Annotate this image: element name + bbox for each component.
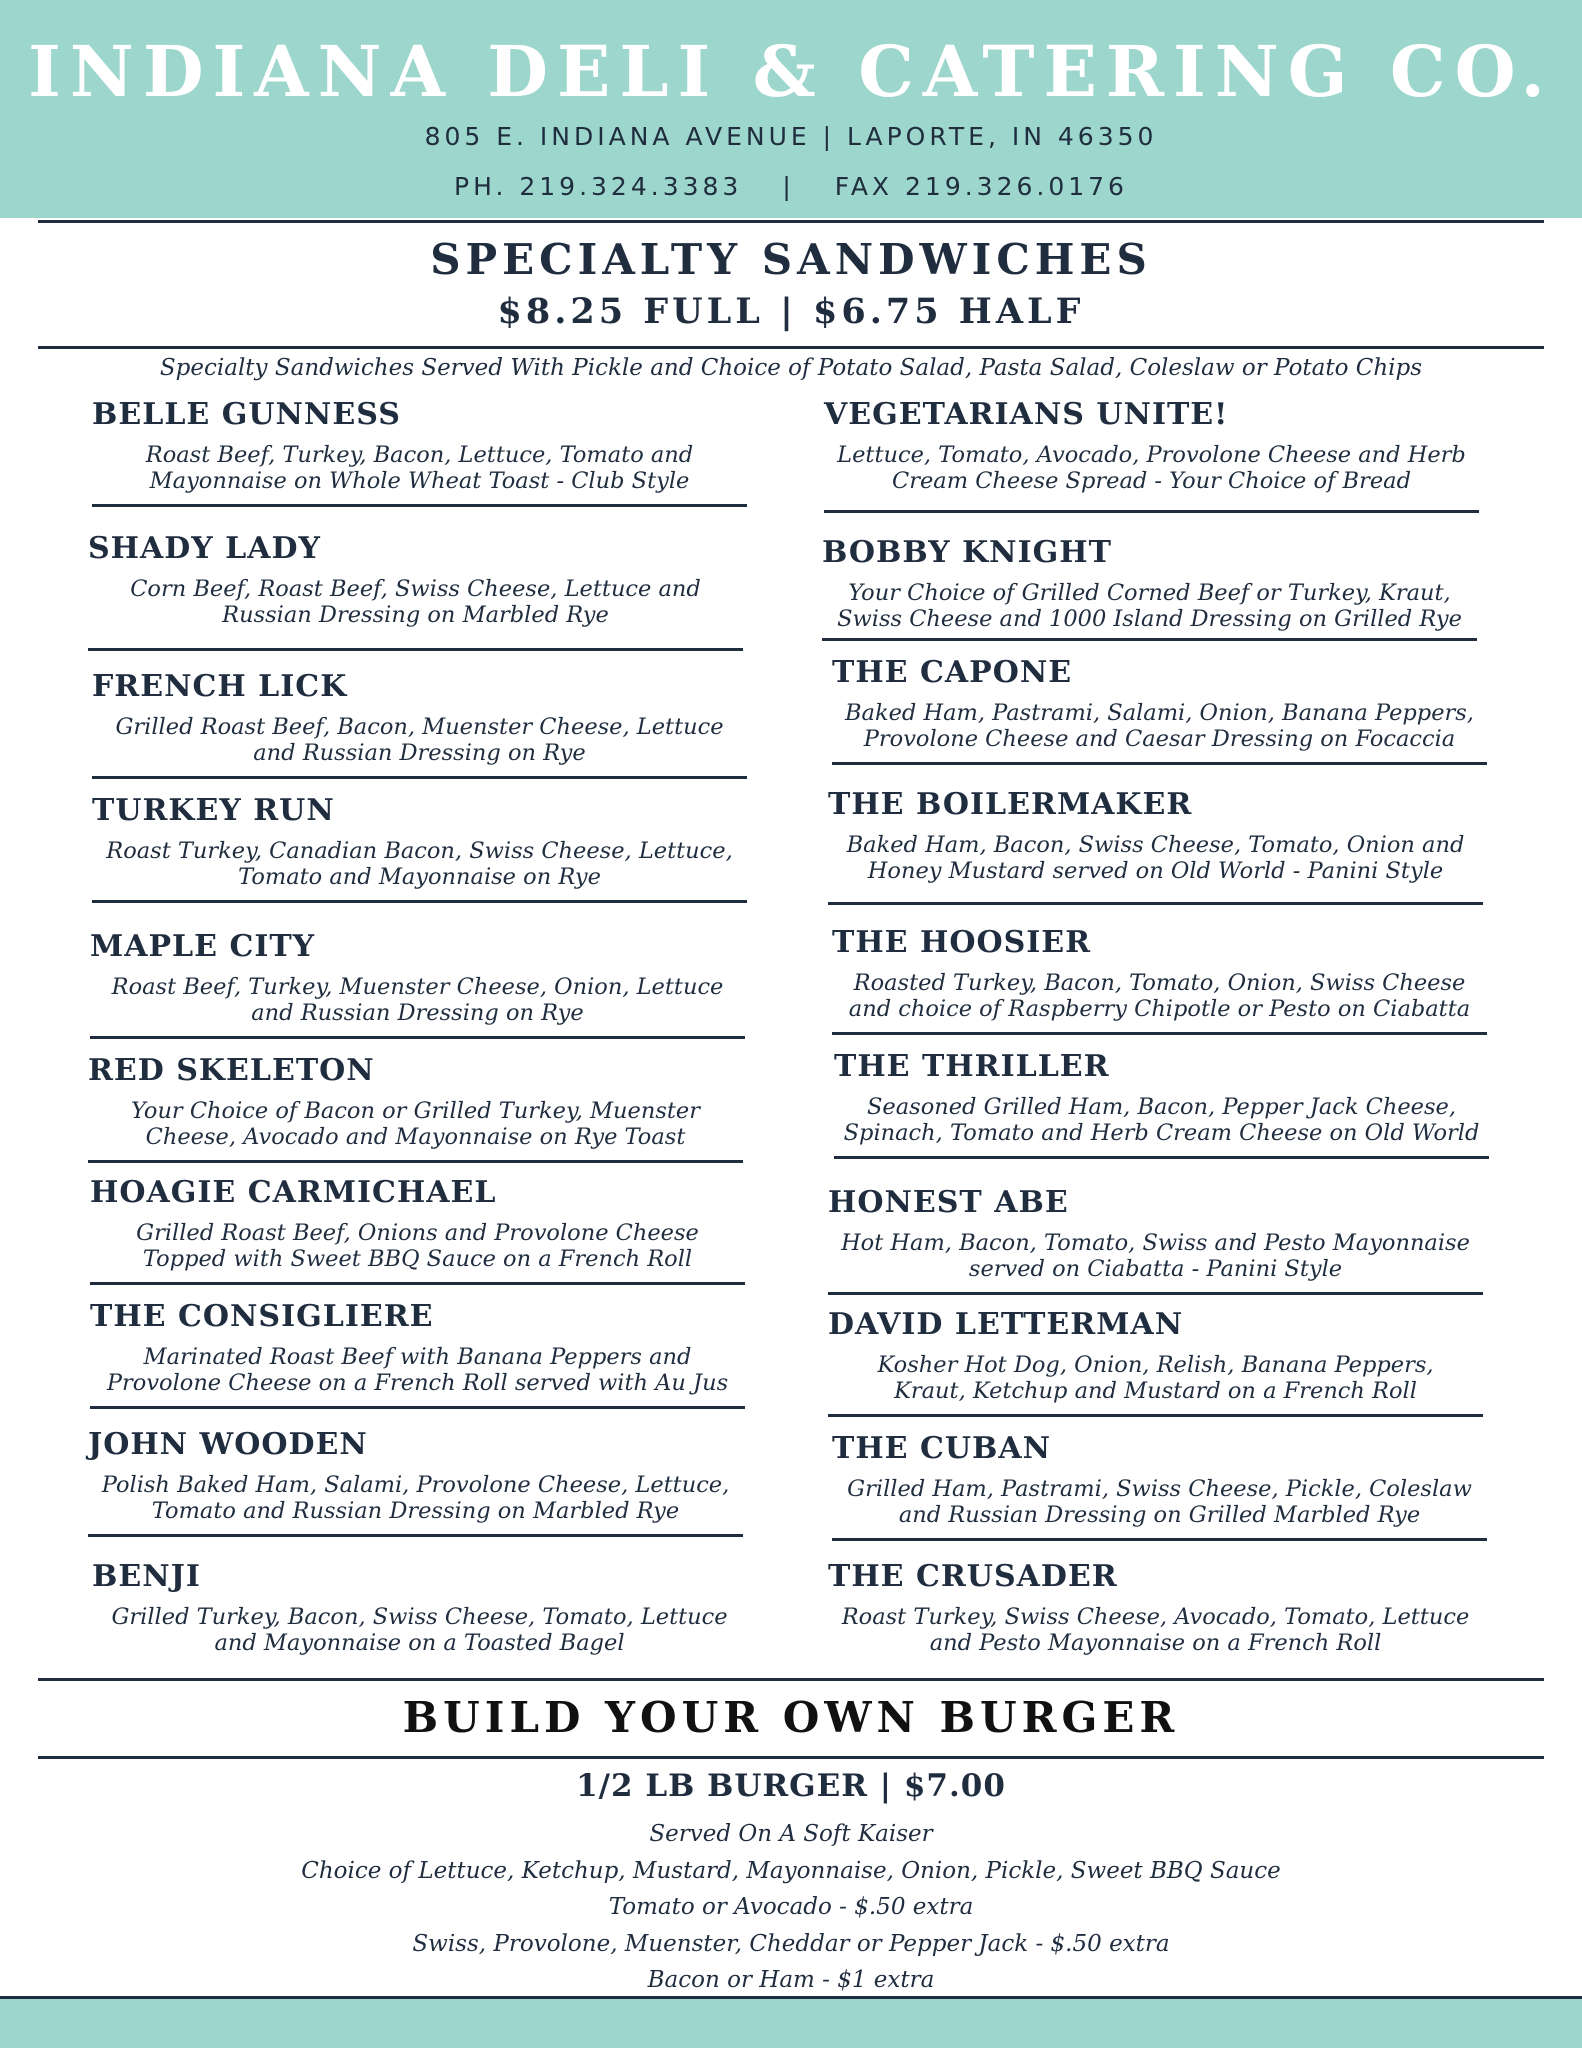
item-name: THE THRILLER bbox=[834, 1049, 1110, 1084]
menu-item bbox=[822, 534, 1477, 641]
item-description: Roast Beef, Turkey, Muenster Cheese, Onion, Lettuce and Russian Dressing on Rye bbox=[111, 974, 724, 1026]
item-divider bbox=[828, 902, 1483, 905]
item-description: Roasted Turkey, Bacon, Tomato, Onion, Swiss Cheese and choice of Raspberry Chipotle or Pesto on Ciabatta bbox=[848, 970, 1471, 1022]
section-title-burger: BUILD YOUR OWN BURGER bbox=[402, 1693, 1180, 1742]
burger-option-line: Choice of Lettuce, Ketchup, Mustard, Mayonnaise, Onion, Pickle, Sweet BBQ Sauce bbox=[301, 1857, 1281, 1884]
divider-sandwich-header bbox=[38, 346, 1544, 349]
section-title-sandwiches: SPECIALTY SANDWICHES bbox=[430, 235, 1152, 284]
item-divider bbox=[822, 638, 1477, 641]
item-name: TURKEY RUN bbox=[92, 793, 335, 828]
menu-item bbox=[828, 786, 1483, 905]
menu-item bbox=[828, 1558, 1483, 1656]
sandwich-prices: $8.25 FULL | $6.75 HALF bbox=[497, 291, 1085, 332]
item-description: Grilled Ham, Pastrami, Swiss Cheese, Pickle, Coleslaw and Russian Dressing on Grilled Marbled Rye bbox=[847, 1476, 1472, 1528]
menu-item bbox=[832, 654, 1487, 765]
item-name: SHADY LADY bbox=[88, 531, 321, 566]
burger-price: 1/2 LB BURGER | $7.00 bbox=[576, 1768, 1006, 1804]
menu-item bbox=[90, 1298, 745, 1409]
item-name: VEGETARIANS UNITE! bbox=[824, 397, 1229, 432]
item-divider bbox=[92, 504, 747, 507]
item-description: Roast Turkey, Swiss Cheese, Avocado, Tomato, Lettuce and Pesto Mayonnaise on a French Roll bbox=[841, 1604, 1470, 1656]
item-divider bbox=[92, 776, 747, 779]
item-name: THE CUBAN bbox=[832, 1431, 1052, 1466]
menu-item bbox=[832, 1430, 1487, 1541]
menu-item bbox=[828, 1184, 1483, 1295]
item-divider bbox=[92, 900, 747, 903]
item-name: BELLE GUNNESS bbox=[92, 397, 401, 432]
item-divider bbox=[832, 762, 1487, 765]
divider-burger-top bbox=[38, 1678, 1544, 1681]
item-description: Baked Ham, Bacon, Swiss Cheese, Tomato, Onion and Honey Mustard served on Old World - Panini Style bbox=[846, 832, 1465, 884]
item-divider bbox=[90, 1036, 745, 1039]
burger-option-line: Tomato or Avocado - $.50 extra bbox=[608, 1894, 974, 1920]
burger-option-line: Served On A Soft Kaiser bbox=[649, 1821, 933, 1847]
item-divider bbox=[832, 1032, 1487, 1035]
phone-number: PH. 219.324.3383 bbox=[454, 172, 743, 201]
item-divider bbox=[834, 1156, 1489, 1159]
menu-item bbox=[92, 792, 747, 903]
item-description: Polish Baked Ham, Salami, Provolone Cheese, Lettuce, Tomato and Russian Dressing on Marbled Rye bbox=[101, 1472, 730, 1524]
item-name: RED SKELETON bbox=[88, 1053, 375, 1088]
item-description: Grilled Roast Beef, Onions and Provolone Cheese Topped with Sweet BBQ Sauce on a French Roll bbox=[136, 1220, 699, 1272]
divider-burger-header bbox=[38, 1756, 1544, 1759]
item-divider bbox=[828, 1292, 1483, 1295]
menu-item bbox=[92, 396, 747, 507]
menu-item bbox=[828, 1306, 1483, 1417]
item-description: Seasoned Grilled Ham, Bacon, Pepper Jack Cheese, Spinach, Tomato and Herb Cream Cheese on Old World bbox=[843, 1094, 1480, 1146]
item-divider bbox=[88, 1160, 743, 1163]
item-name: FRENCH LICK bbox=[92, 669, 348, 704]
item-divider bbox=[832, 1538, 1487, 1541]
item-divider bbox=[824, 510, 1479, 513]
item-description: Kosher Hot Dog, Onion, Relish, Banana Peppers, Kraut, Ketchup and Mustard on a French Roll bbox=[877, 1352, 1434, 1404]
address-line: 805 E. INDIANA AVENUE | LAPORTE, IN 46350 bbox=[424, 122, 1158, 151]
item-divider bbox=[88, 1534, 743, 1537]
menu-item bbox=[88, 530, 743, 651]
item-divider bbox=[88, 648, 743, 651]
item-description: Hot Ham, Bacon, Tomato, Swiss and Pesto Mayonnaise served on Ciabatta - Panini Style bbox=[841, 1230, 1470, 1282]
item-divider bbox=[90, 1406, 745, 1409]
header-band bbox=[0, 0, 1582, 218]
item-description: Roast Beef, Turkey, Bacon, Lettuce, Tomato and Mayonnaise on Whole Wheat Toast - Club Style bbox=[145, 442, 694, 494]
item-description: Your Choice of Bacon or Grilled Turkey, Muenster Cheese, Avocado and Mayonnaise on Rye Toast bbox=[131, 1098, 700, 1150]
item-description: Lettuce, Tomato, Avocado, Provolone Cheese and Herb Cream Cheese Spread - Your Choice of Bread bbox=[837, 442, 1466, 494]
item-description: Roast Turkey, Canadian Bacon, Swiss Cheese, Lettuce, Tomato and Mayonnaise on Rye bbox=[106, 838, 733, 890]
menu-item bbox=[92, 1558, 747, 1656]
burger-option-line: Swiss, Provolone, Muenster, Cheddar or Pepper Jack - $.50 extra bbox=[412, 1930, 1170, 1957]
item-divider bbox=[828, 1414, 1483, 1417]
brand-title: INDIANA DELI & CATERING CO. bbox=[28, 30, 1554, 113]
item-name: THE CONSIGLIERE bbox=[90, 1299, 434, 1334]
menu-item bbox=[834, 1048, 1489, 1159]
menu-item bbox=[88, 1426, 743, 1537]
item-divider bbox=[90, 1282, 745, 1285]
item-description: Corn Beef, Roast Beef, Swiss Cheese, Lettuce and Russian Dressing on Marbled Rye bbox=[130, 576, 701, 628]
item-name: THE HOOSIER bbox=[832, 925, 1092, 960]
item-name: JOHN WOODEN bbox=[88, 1427, 368, 1462]
menu-item bbox=[832, 924, 1487, 1035]
menu-item bbox=[92, 668, 747, 779]
burger-option-line: Bacon or Ham - $1 extra bbox=[647, 1967, 935, 1993]
item-description: Your Choice of Grilled Corned Beef or Turkey, Kraut, Swiss Cheese and 1000 Island Dressing on Grilled Rye bbox=[837, 580, 1462, 632]
item-name: BENJI bbox=[92, 1559, 201, 1594]
item-description: Baked Ham, Pastrami, Salami, Onion, Banana Peppers, Provolone Cheese and Caesar Dressing on Focaccia bbox=[845, 700, 1474, 752]
item-name: MAPLE CITY bbox=[90, 929, 316, 964]
burger-options bbox=[0, 1816, 1582, 1999]
menu-item bbox=[90, 1174, 745, 1285]
contact-separator: | bbox=[782, 172, 795, 201]
item-name: BOBBY KNIGHT bbox=[822, 535, 1112, 570]
menu-item bbox=[90, 928, 745, 1039]
item-name: DAVID LETTERMAN bbox=[828, 1307, 1184, 1342]
item-description: Marinated Roast Beef with Banana Peppers and Provolone Cheese on a French Roll served with Au Jus bbox=[106, 1344, 729, 1396]
item-description: Grilled Turkey, Bacon, Swiss Cheese, Tomato, Lettuce and Mayonnaise on a Toasted Bagel bbox=[111, 1604, 728, 1656]
item-name: HOAGIE CARMICHAEL bbox=[90, 1175, 497, 1210]
item-name: THE CAPONE bbox=[832, 655, 1073, 690]
item-description: Grilled Roast Beef, Bacon, Muenster Cheese, Lettuce and Russian Dressing on Rye bbox=[115, 714, 724, 766]
contact-line bbox=[0, 172, 1582, 202]
item-name: HONEST ABE bbox=[828, 1185, 1069, 1220]
served-with-note: Specialty Sandwiches Served With Pickle and Choice of Potato Salad, Pasta Salad, Coleslaw or Potato Chips bbox=[159, 355, 1423, 381]
item-name: THE BOILERMAKER bbox=[828, 787, 1193, 822]
footer-band bbox=[0, 1996, 1582, 2048]
menu-item bbox=[88, 1052, 743, 1163]
fax-number: FAX 219.326.0176 bbox=[834, 172, 1128, 201]
item-name: THE CRUSADER bbox=[828, 1559, 1118, 1594]
divider-top bbox=[38, 220, 1544, 223]
menu-item bbox=[824, 396, 1479, 513]
